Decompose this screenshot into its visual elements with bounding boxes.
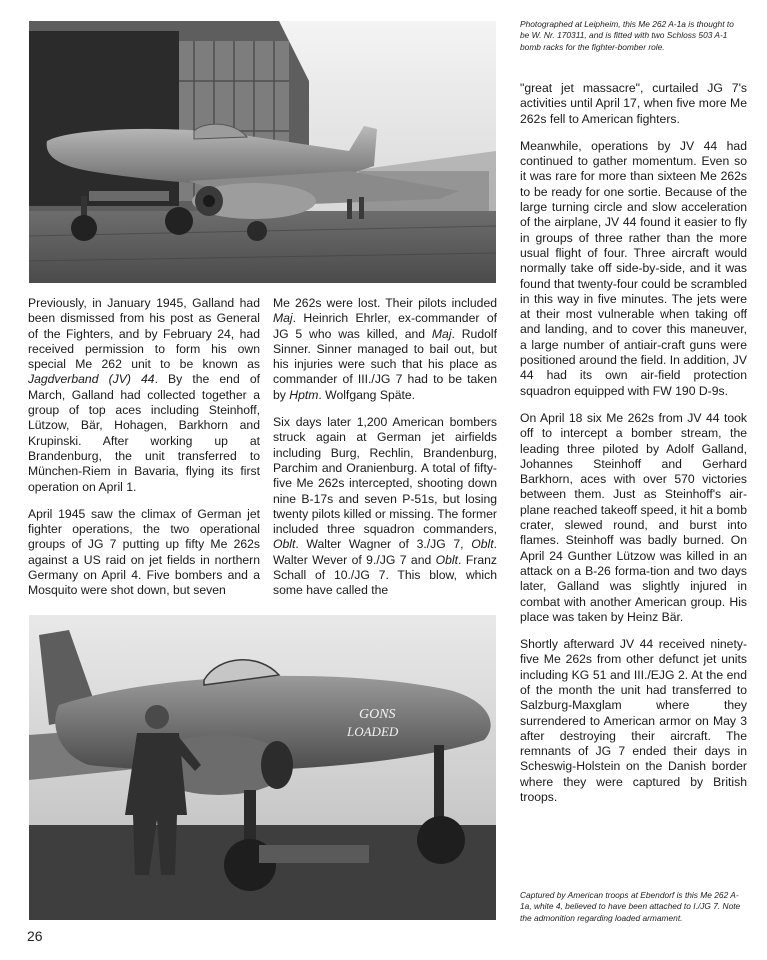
text-run: On April 18 six Me 262s from JV 44 took off to intercept a bomber stream, the leading three piloted by Adolf Galland, Johannes Steinhoff and Gerhard Barkhorn, aces with over 570 victories between them. Just as Steinhoff's air-plane reached takeoff speed, it hit a bomb crater, slewed round, and burst into flames. Steinhoff was badly burned. On April 24 Gunther Lützow was killed in an attack on a B-26 forma-tion and two days later, Galland was slightly injured in combat with another American group. His place was taken by Heinz Bär. [520,410,747,624]
page-number: 26 [27,928,43,944]
italic-term: Oblt [273,537,296,552]
text-run: . Heinrich Ehrler, ex-commander of JG 5 who was killed, and [273,311,497,341]
text-run: . Walter Wagner of 3./JG 7, [295,537,472,552]
text-run: Meanwhile, operations by JV 44 had continued to gather momentum. Even so it was rare for more than sixteen Me 262s to be ready for one sortie. Because of the large turning circle and slow acceleration of the airplane, JV 44 found it easier to fly in groups of three rather than the more usual flight of four. Three aircraft would normally take off side-by-side, and it was found that twenty-four could be scrambled in this way in five minutes. The jets were at their most vulnerable when taking off and landing, and to cover this maneuver, a large number of antiair-craft guns were positioned around the field. In addition, JV 44 had its own air-field protection squadron equipped with FW 190 D-9s. [520,138,747,398]
text-run: Shortly afterward JV 44 received ninety-five Me 262s from other defunct jet units including KG 51 and III./EJG 2. At the end of the month the unit had transferred to Salzburg-Maxglam where they surrendered to American armor on May 3 after destroying their aircraft. The remnants of JG 7 ended their days in Scheswig-Holstein on the Danish border where they were captured by British troops. [520,637,747,805]
nose-text-loaded: LOADED [347,724,399,739]
text-run: . Walter Wever of 9./JG 7 and [273,537,497,567]
text-column-3 [520,81,747,817]
text-run: . Rudolf Sinner. Sinner managed to bail out, but his injuries were such that his place as commander of III./JG 7 had to be taken by [273,326,497,402]
photo-caption-leipheim: Photographed at Leipheim, this Me 262 A-1a is thought to be W. Nr. 170311, and is fitted with two Schloss 503 A-1 bomb racks for the fighter-bomber role. [520,19,734,52]
photo-me262-leipheim [29,21,496,283]
text-run: "great jet massacre", curtailed JG 7's activities until April 17, when five more Me 262s fell to American fighters. [520,81,747,126]
text-run: Six days later 1,200 American bombers struck again at German jet airfields including Burg, Rechlin, Brandenburg, Parchim and Oranienburg. A total of fifty-five Me 262s intercepted, shooting down nine B-17s and seven P-51s, but losing twenty pilots killed or missing. The former included three squadron commanders, [273,415,497,537]
me262-hangar-photo [29,21,496,283]
italic-term: Jagdverband (JV) 44 [28,372,155,387]
text-run: . Franz Schall of 10./JG 7. This blow, which some have called the [273,552,497,598]
text-run: Me 262s were lost. Their pilots included [273,296,497,310]
paragraph [28,507,260,599]
italic-term: Hptm [289,387,319,402]
text-column-1 [28,296,260,611]
photo-caption-ebendorf: Captured by American troops at Ebendorf is this Me 262 A-1a, white 4, believed to have been attached to I./JG 7. Note the admonition regarding loaded armament. [520,890,741,923]
text-column-2 [273,296,497,611]
italic-term: Maj [273,311,293,326]
nose-text-guns: GONS [359,707,396,722]
text-run: April 1945 saw the climax of German jet fighter operations, the two operational groups of JG 7 putting up fifty Me 262s against a US raid on jet fields in northern Germany on April 4. Five bombers and a Mosquito were shot down, but seven [28,506,260,598]
paragraph [520,81,747,127]
paragraph [273,296,497,403]
paragraph [28,296,260,495]
paragraph [273,415,497,599]
paragraph [520,637,747,805]
photo-me262-ebendorf [29,615,496,920]
italic-term: Maj [431,326,452,341]
me262-soldier-photo [29,615,496,920]
italic-term: Oblt [435,552,459,567]
italic-term: Oblt [471,537,494,552]
text-run: . Wolfgang Späte. [318,387,416,402]
paragraph [520,139,747,399]
text-run: . By the end of March, Galland had collected together a group of top aces including Steinhoff, Lützow, Bär, Hohagen, Barkhorn and Krupinski. After working up at Brandenburg, the unit transferred to München-Riem in Bavaria, flying its first operation on April 1. [28,372,260,494]
paragraph [520,411,747,625]
text-run: Previously, in January 1945, Galland had been dismissed from his post as General of the Fighters, and by February 24, had received permission to form his own special Me 262 unit to be known as [28,296,260,372]
